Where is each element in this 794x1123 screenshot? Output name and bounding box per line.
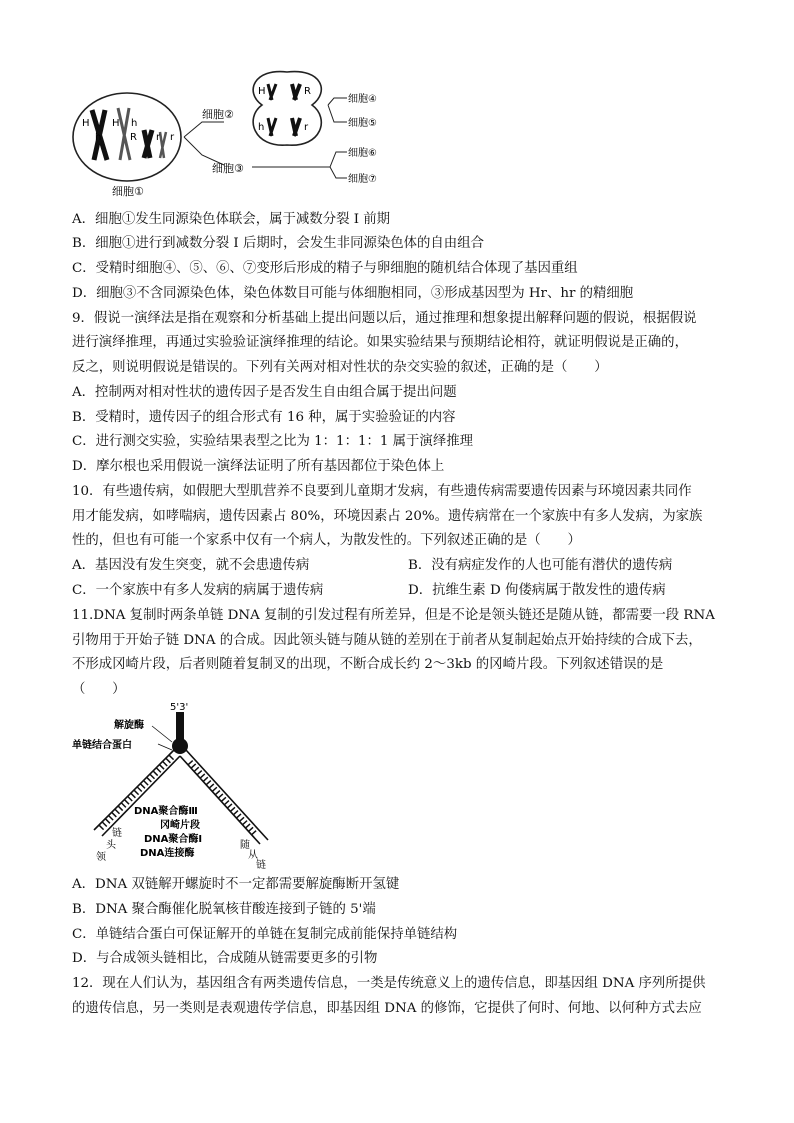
q12-stem-2: 的遗传信息，另一类则是表观遗传学信息，即基因组 DNA 的修饰，它提供了何时、何地、以何种方式去应 <box>72 1001 702 1016</box>
helicase-blob <box>172 738 188 754</box>
q10-stem-2: 用才能发病，如哮喘病，遗传因素占 80%，环境因素占 20%。遗传病常在一个家族中有多人发病，为家族 <box>72 509 703 524</box>
branch-arrows-2 <box>328 98 347 122</box>
helicase-leader <box>152 726 172 742</box>
q9-stem-1: 9．假说一演绎法是指在观察和分析基础上提出问题以后，通过推理和想象提出解释问题的假说，根据假说 <box>72 311 697 326</box>
q11-option-c: C．单链结合蛋白可保证解开的单链在复制完成前能保持单链结构 <box>72 927 458 942</box>
allele-H-1: H <box>82 118 90 129</box>
leading-label-3: 链 <box>112 828 122 839</box>
q10-stem-1: 10．有些遗传病，如假肥大型肌营养不良要到儿童期才发病，有些遗传病需要遗传因素与环境因素共同作 <box>72 484 692 499</box>
pol3-label: DNA聚合酶Ⅲ <box>134 806 198 817</box>
q10-option-d: D．抗维生素 D 佝偻病属于散发性的遗传病 <box>408 583 666 598</box>
allele-r-2: r <box>170 132 175 143</box>
lagging-label-1: 随 <box>240 840 250 851</box>
lagging-label-3: 链 <box>256 860 266 871</box>
branch-arrows-3 <box>252 152 347 178</box>
q11-stem-1: 11.DNA 复制时两条单链 DNA 复制的引发过程有所差异，但是不论是领头链还是随从链，都需要一段 RNA <box>72 608 715 623</box>
cell2-label: 细胞② <box>202 108 234 121</box>
lagging-label-2: 从 <box>248 850 258 861</box>
q9-stem-3: 反之，则说明假说是错误的。下列有关两对相对性状的杂交实验的叙述，正确的是（ ） <box>72 360 608 375</box>
q10-option-b: B．没有病症发作的人也可能有潜伏的遗传病 <box>408 558 673 573</box>
q9-stem-2: 进行演绎推理，再通过实验验证演绎推理的结论。如果实验结果与预期结论相符，就证明假说是正确的， <box>72 335 688 350</box>
allele-h-2: h <box>131 118 138 129</box>
cell1-label: 细胞① <box>112 185 144 198</box>
q10-option-c: C．一个家族中有多人发病的病属于遗传病 <box>72 583 324 598</box>
ssb-label: 单链结合蛋白 <box>72 740 132 751</box>
q10-option-a: A．基因没有发生突变，就不会患遗传病 <box>72 558 310 573</box>
leading-label-2: 头 <box>106 840 116 851</box>
end-label: 5'3' <box>170 702 189 713</box>
cell1-chromosomes <box>92 108 166 160</box>
helicase-label: 解旋酶 <box>114 720 144 731</box>
allele-H-2: H <box>112 118 120 129</box>
q11-paren: （ ） <box>72 682 126 697</box>
allele-R-1: R <box>130 132 137 143</box>
cell4-label: 细胞④ <box>348 94 377 105</box>
q11-option-b: B．DNA 聚合酶催化脱氧核苷酸连接到子链的 5'端 <box>72 902 376 917</box>
branch-arrows-1 <box>184 122 224 165</box>
allele-R-2: R <box>304 86 311 97</box>
q12-stem-1: 12．现在人们认为，基因组含有两类遗传信息，一类是传统意义上的遗传信息，即基因组 DNA 序列所提供 <box>72 976 706 991</box>
cell5-label: 细胞⑤ <box>348 118 377 129</box>
leading-label-1: 领 <box>96 852 106 863</box>
q9-option-c: C．进行测交实验，实验结果表型之比为 1：1：1：1 属于演绎推理 <box>72 434 473 449</box>
q9-option-a: A．控制两对相对性状的遗传因子是否发生自由组合属于提出问题 <box>72 385 457 400</box>
q10-stem-3: 性的，但也有可能一个家系中仅有一个病人，为散发性的。下列叙述正确的是（ ） <box>72 533 581 548</box>
q9-option-b: B．受精时，遗传因子的组合形式有 16 种，属于实验验证的内容 <box>72 410 456 425</box>
cell6-label: 细胞⑥ <box>348 148 377 159</box>
q8-option-b: B．细胞①进行到减数分裂 I 后期时，会发生非同源染色体的自由组合 <box>72 236 484 251</box>
allele-h-3: h <box>258 122 265 133</box>
meiosis-figure <box>72 60 377 205</box>
allele-r-3: r <box>304 122 309 133</box>
q8-option-a: A．细胞①发生同源染色体联会，属于减数分裂 I 前期 <box>72 212 391 227</box>
cell7-label: 细胞⑦ <box>348 174 377 185</box>
q8-option-c: C．受精时细胞④、⑤、⑥、⑦变形后形成的精子与卵细胞的随机结合体现了基因重组 <box>72 261 578 276</box>
q11-stem-2: 引物用于开始子链 DNA 的合成。因此领头链与随从链的差别在于前者从复制起始点开始持续的合成下去， <box>72 633 702 648</box>
q8-option-d: D．细胞③不含同源染色体，染色体数目可能与体细胞相同，③形成基因型为 Hr、hr 的精细胞 <box>72 286 634 301</box>
cell3-label: 细胞③ <box>212 162 244 175</box>
cell2-chromosomes <box>268 84 300 136</box>
allele-H-3: H <box>258 86 266 97</box>
q11-option-a: A．DNA 双链解开螺旋时不一定都需要解旋酶断开氢键 <box>72 877 400 892</box>
ligase-label: DNA连接酶 <box>140 848 195 859</box>
allele-h-1: h <box>95 132 102 143</box>
ssb-leader <box>158 744 172 750</box>
q11-stem-3: 不形成冈崎片段，后者则随着复制叉的出现，不断合成长约 2～3kb 的冈崎片段。下列叙述错误的是 <box>72 657 664 672</box>
replication-fork-figure <box>72 702 292 870</box>
q11-option-d: D．与合成领头链相比，合成随从链需要更多的引物 <box>72 951 378 966</box>
cell2-outline <box>253 72 321 146</box>
allele-r-1: r <box>156 132 161 143</box>
okazaki-label: 冈崎片段 <box>160 820 200 831</box>
parent-duplex <box>176 712 184 740</box>
q9-option-d: D．摩尔根也采用假说一演绎法证明了所有基因都位于染色体上 <box>72 459 445 474</box>
pol1-label: DNA聚合酶Ⅰ <box>144 834 203 845</box>
